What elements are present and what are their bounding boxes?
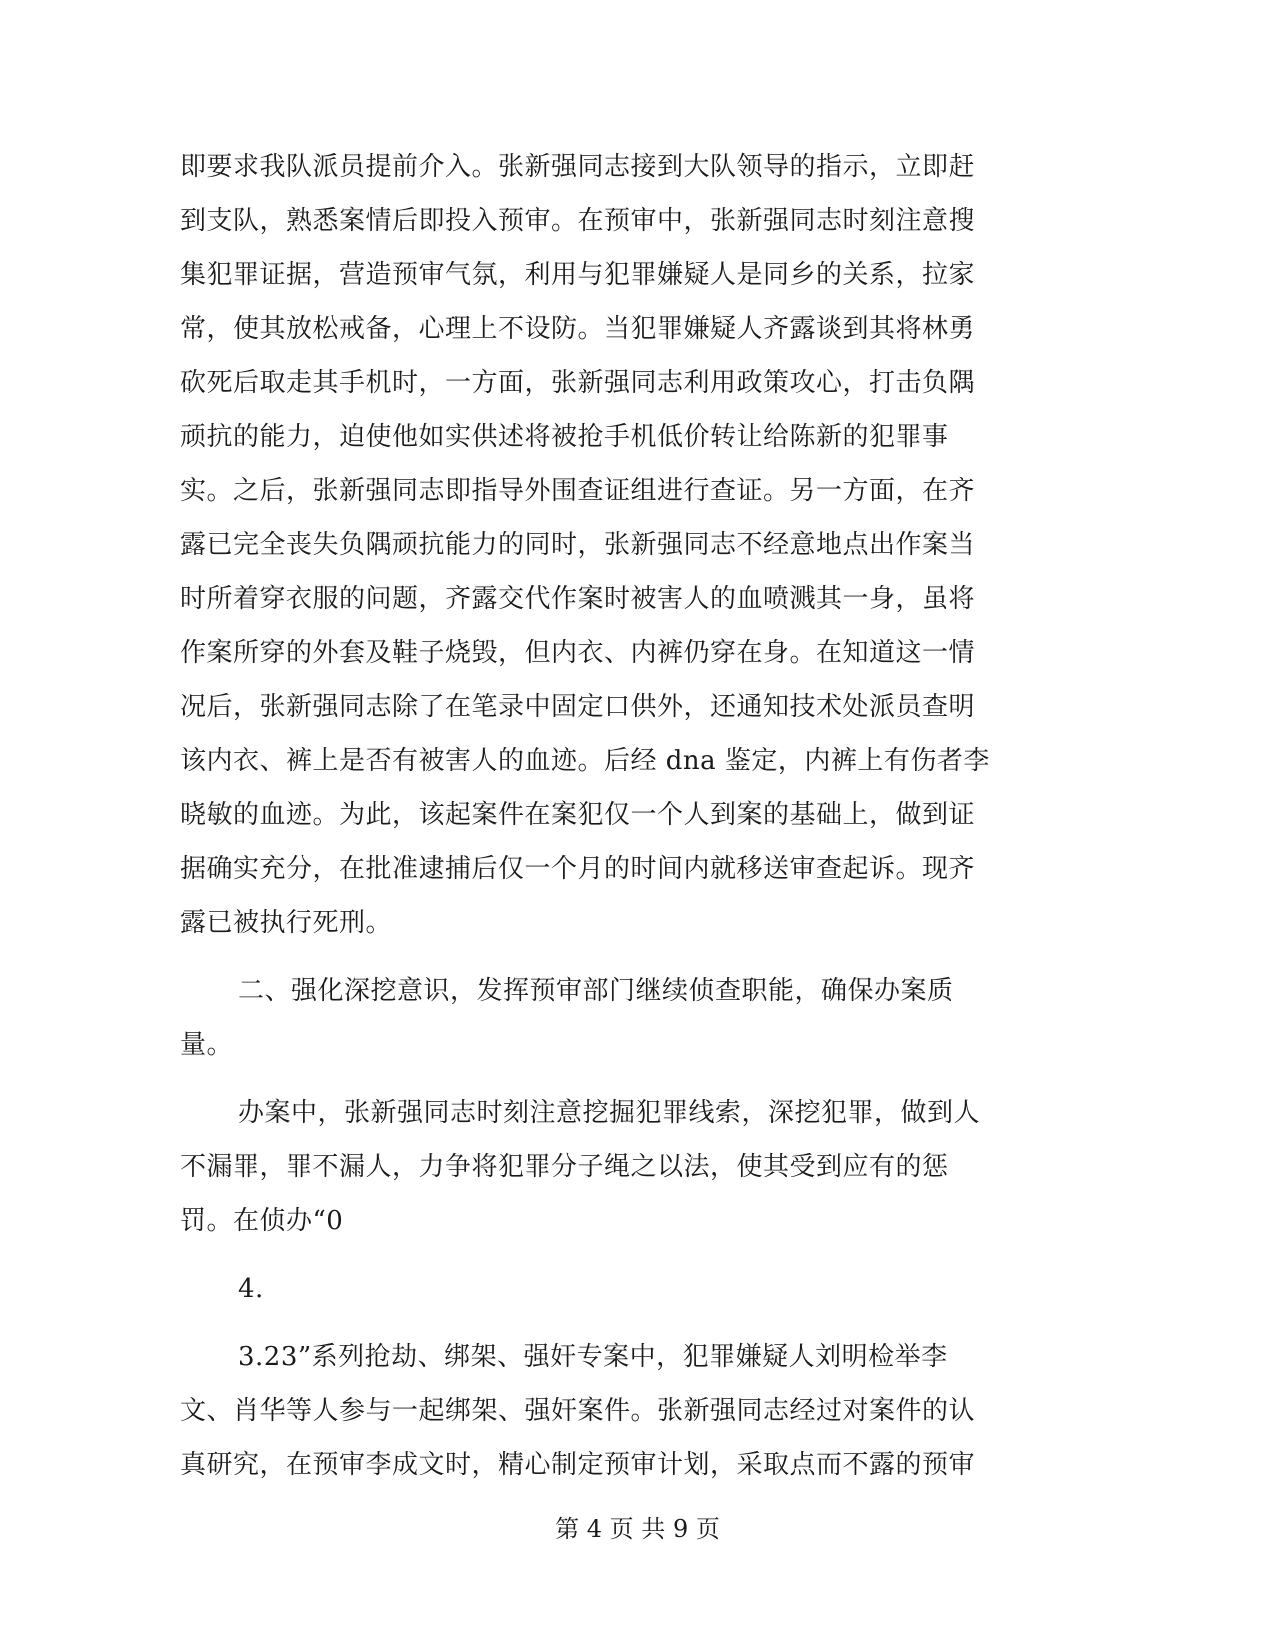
text-line: 晓敏的血迹。为此，该起案件在案犯仅一个人到案的基础上，做到证	[180, 800, 976, 830]
text-line: 砍死后取走其手机时，一方面，张新强同志利用政策攻心，打击负隅	[180, 368, 976, 398]
text-line: 集犯罪证据，营造预审气氛，利用与犯罪嫌疑人是同乡的关系，拉家	[180, 260, 976, 290]
text-line: 露已完全丧失负隅顽抗能力的同时，张新强同志不经意地点出作案当	[180, 530, 976, 560]
text-line: 作案所穿的外套及鞋子烧毁，但内衣、内裤仍穿在身。在知道这一情	[180, 638, 976, 668]
body-text	[180, 140, 1040, 1492]
text-line: 办案中，张新强同志时刻注意挖掘犯罪线索，深挖犯罪，做到人	[238, 1098, 981, 1128]
section-heading-continued: 量。	[180, 1030, 234, 1060]
text-line: 文、肖华等人参与一起绑架、强奸案件。张新强同志经过对案件的认	[180, 1396, 976, 1426]
text-line: 即要求我队派员提前介入。张新强同志接到大队领导的指示，立即赶	[180, 152, 976, 182]
text-line: 该内衣、裤上是否有被害人的血迹。后经 dna 鉴定，内裤上有伤者李	[180, 746, 990, 776]
text-line: 常，使其放松戒备，心理上不设防。当犯罪嫌疑人齐露谈到其将林勇	[180, 314, 976, 344]
text-line: 据确实充分，在批准逮捕后仅一个月的时间内就移送审查起诉。现齐	[180, 854, 976, 884]
text-line: 真研究，在预审李成文时，精心制定预审计划，采取点而不露的预审	[180, 1450, 976, 1480]
text-line: 罚。在侦办“0	[180, 1206, 344, 1236]
text-line: 4.	[238, 1274, 264, 1304]
text-line: 况后，张新强同志除了在笔录中固定口供外，还通知技术处派员查明	[180, 692, 976, 722]
text-line: 3.23”系列抢劫、绑架、强奸专案中，犯罪嫌疑人刘明检举李	[238, 1342, 948, 1372]
text-line: 露已被执行死刑。	[180, 908, 393, 938]
text-line: 到支队，熟悉案情后即投入预审。在预审中，张新强同志时刻注意搜	[180, 206, 976, 236]
page-footer: 第 4 页 共 9 页	[555, 1515, 720, 1543]
text-line: 顽抗的能力，迫使他如实供述将被抢手机低价转让给陈新的犯罪事	[180, 422, 949, 452]
text-line: 时所着穿衣服的问题，齐露交代作案时被害人的血喷溅其一身，虽将	[180, 584, 976, 614]
text-line: 不漏罪，罪不漏人，力争将犯罪分子绳之以法，使其受到应有的惩	[180, 1152, 949, 1182]
section-heading: 二、强化深挖意识，发挥预审部门继续侦查职能，确保办案质	[238, 976, 954, 1006]
text-line: 实。之后，张新强同志即指导外围查证组进行查证。另一方面，在齐	[180, 476, 976, 506]
